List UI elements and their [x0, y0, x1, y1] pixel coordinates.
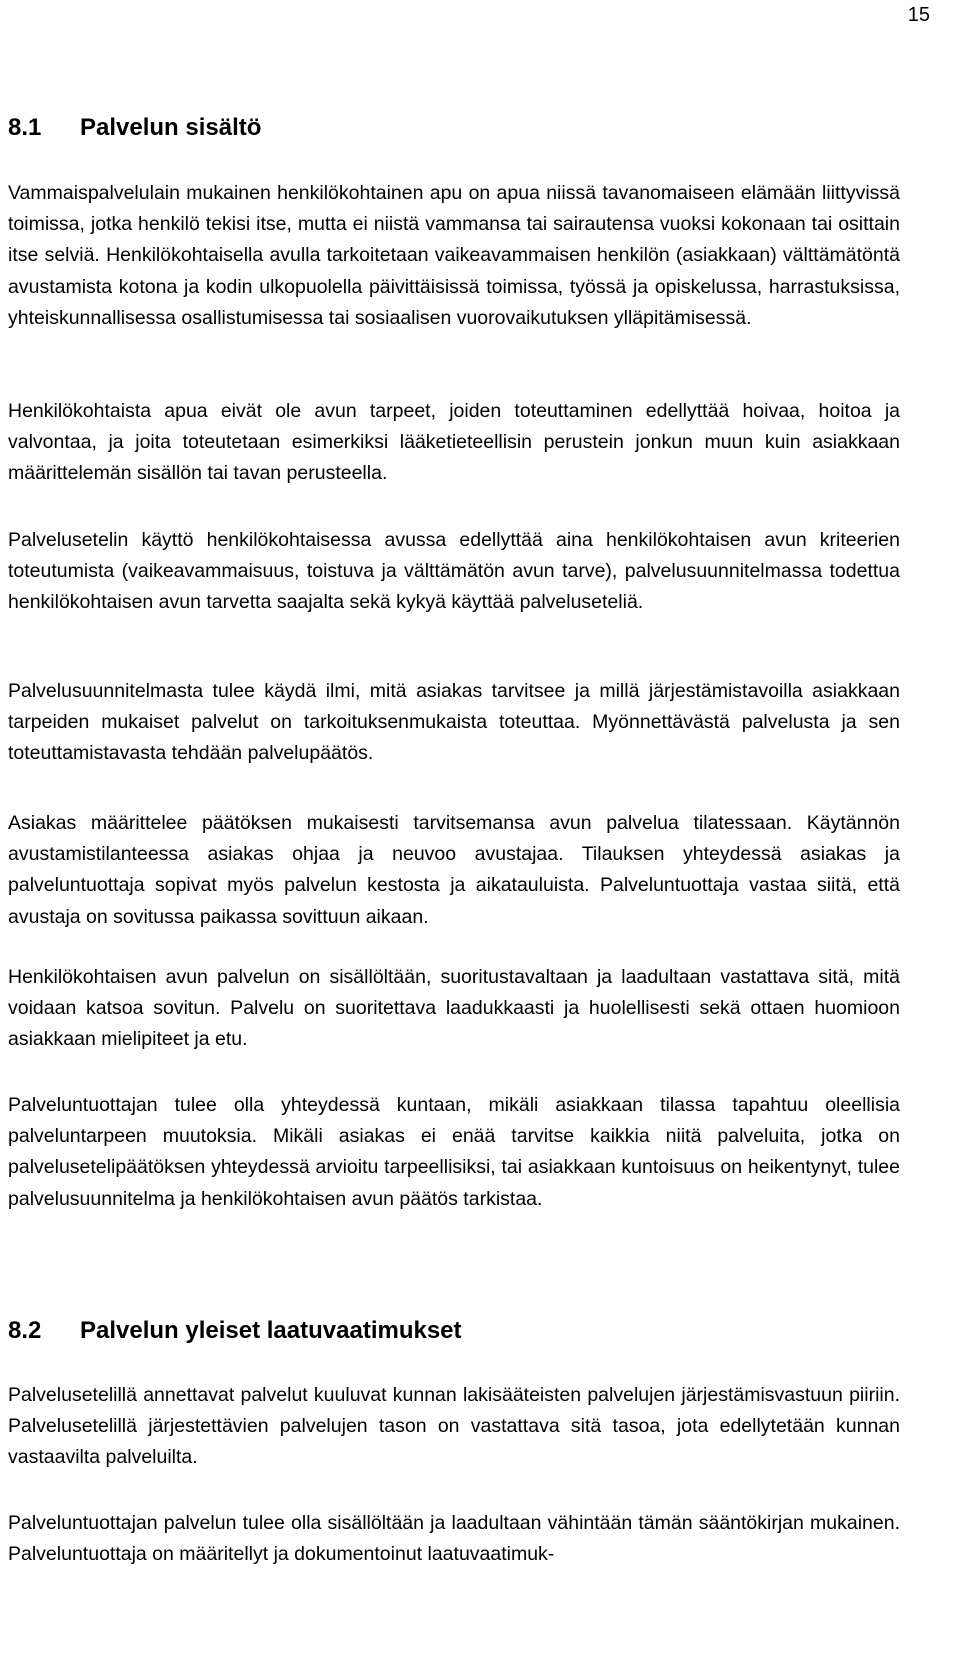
section-number: 8.1: [8, 114, 42, 141]
page-number: 15: [907, 4, 930, 26]
paragraph: Palveluntuottajan palvelun tulee olla sisällöltään ja laadultaan vähintään tämän sääntökirjan mukainen. Palveluntuottaja on määritellyt ja dokumentoinut laatuvaatimuk-: [8, 1512, 900, 1566]
section-title: Palvelun yleiset laatuvaatimukset: [80, 1317, 462, 1344]
paragraph: Palveluntuottajan tulee olla yhteydessä kuntaan, mikäli asiakkaan tilassa tapahtuu oleellisia palveluntarpeen muutoksia. Mikäli asiakas ei enää tarvitse kaikkia niitä palveluita, jotka on palvelusetelipäätöksen yhteydessä arvioitu tarpeellisiksi, tai asiakkaan kuntoisuus on heikentynyt, tulee palvelusuunnitelma ja henkilökohtaisen avun päätös tarkistaa.: [8, 1094, 900, 1210]
paragraph: Henkilökohtaisen avun palvelun on sisällöltään, suoritustavaltaan ja laadultaan vastattava sitä, mitä voidaan katsoa sovitun. Palvelu on suoritettava laadukkaasti ja huolellisesti sekä ottaen huomioon asiakkaan mielipiteet ja etu.: [8, 966, 900, 1051]
paragraph: Asiakas määrittelee päätöksen mukaisesti tarvitsemansa avun palvelua tilatessaan. Käytännön avustamistilanteessa asiakas ohjaa ja neuvoo avustajaa. Tilauksen yhteydessä asiakas ja palveluntuottaja sopivat myös palvelun kestosta ja aikatauluista. Palveluntuottaja vastaa siitä, että avustaja on sovitussa paikassa sovittuun aikaan.: [8, 812, 900, 928]
paragraph: Henkilökohtaista apua eivät ole avun tarpeet, joiden toteuttaminen edellyttää hoivaa, hoitoa ja valvontaa, ja joita toteutetaan esimerkiksi lääketieteellisin perustein jonkun muun kuin asiakkaan määrittelemän sisällön tai tavan perusteella.: [8, 400, 900, 485]
section-heading-8-1: [8, 113, 261, 143]
section-title: Palvelun sisältö: [80, 114, 262, 141]
paragraph: Vammaispalvelulain mukainen henkilökohtainen apu on apua niissä tavanomaiseen elämään liittyvissä toimissa, jotka henkilö tekisi itse, mutta ei niistä vammansa tai sairautensa vuoksi kokonaan tai osittain itse selviä. Henkilökohtaisella avulla tarkoitetaan vaikeavammaisen henkilön (asiakkaan) välttämätöntä avustamista kotona ja kodin ulkopuolella päivittäisissä toimissa, työssä ja opiskelussa, harrastuksissa, yhteiskunnallisessa osallistumisessa tai sosiaalisen vuorovaikutuksen ylläpitämisessä.: [8, 182, 900, 329]
section-heading-8-2: [8, 1316, 462, 1346]
paragraph: Palvelusuunnitelmasta tulee käydä ilmi, mitä asiakas tarvitsee ja millä järjestämistavoilla asiakkaan tarpeiden mukaiset palvelut on tarkoituksenmukaista toteuttaa. Myönnettävästä palvelusta ja sen toteuttamistavasta tehdään palvelupäätös.: [8, 680, 900, 765]
section-number: 8.2: [8, 1317, 42, 1344]
paragraph: Palvelusetelillä annettavat palvelut kuuluvat kunnan lakisääteisten palvelujen järjestämisvastuun piiriin. Palvelusetelillä järjestettävien palvelujen tason on vastattava sitä tasoa, jota edellytetään kunnan vastaavilta palveluilta.: [8, 1384, 900, 1469]
paragraph: Palvelusetelin käyttö henkilökohtaisessa avussa edellyttää aina henkilökohtaisen avun kriteerien toteutumista (vaikeavammaisuus, toistuva ja välttämätön avun tarve), palvelusuunnitelmassa todettua henkilökohtaisen avun tarvetta saajalta sekä kykyä käyttää palveluseteliä.: [8, 529, 900, 614]
